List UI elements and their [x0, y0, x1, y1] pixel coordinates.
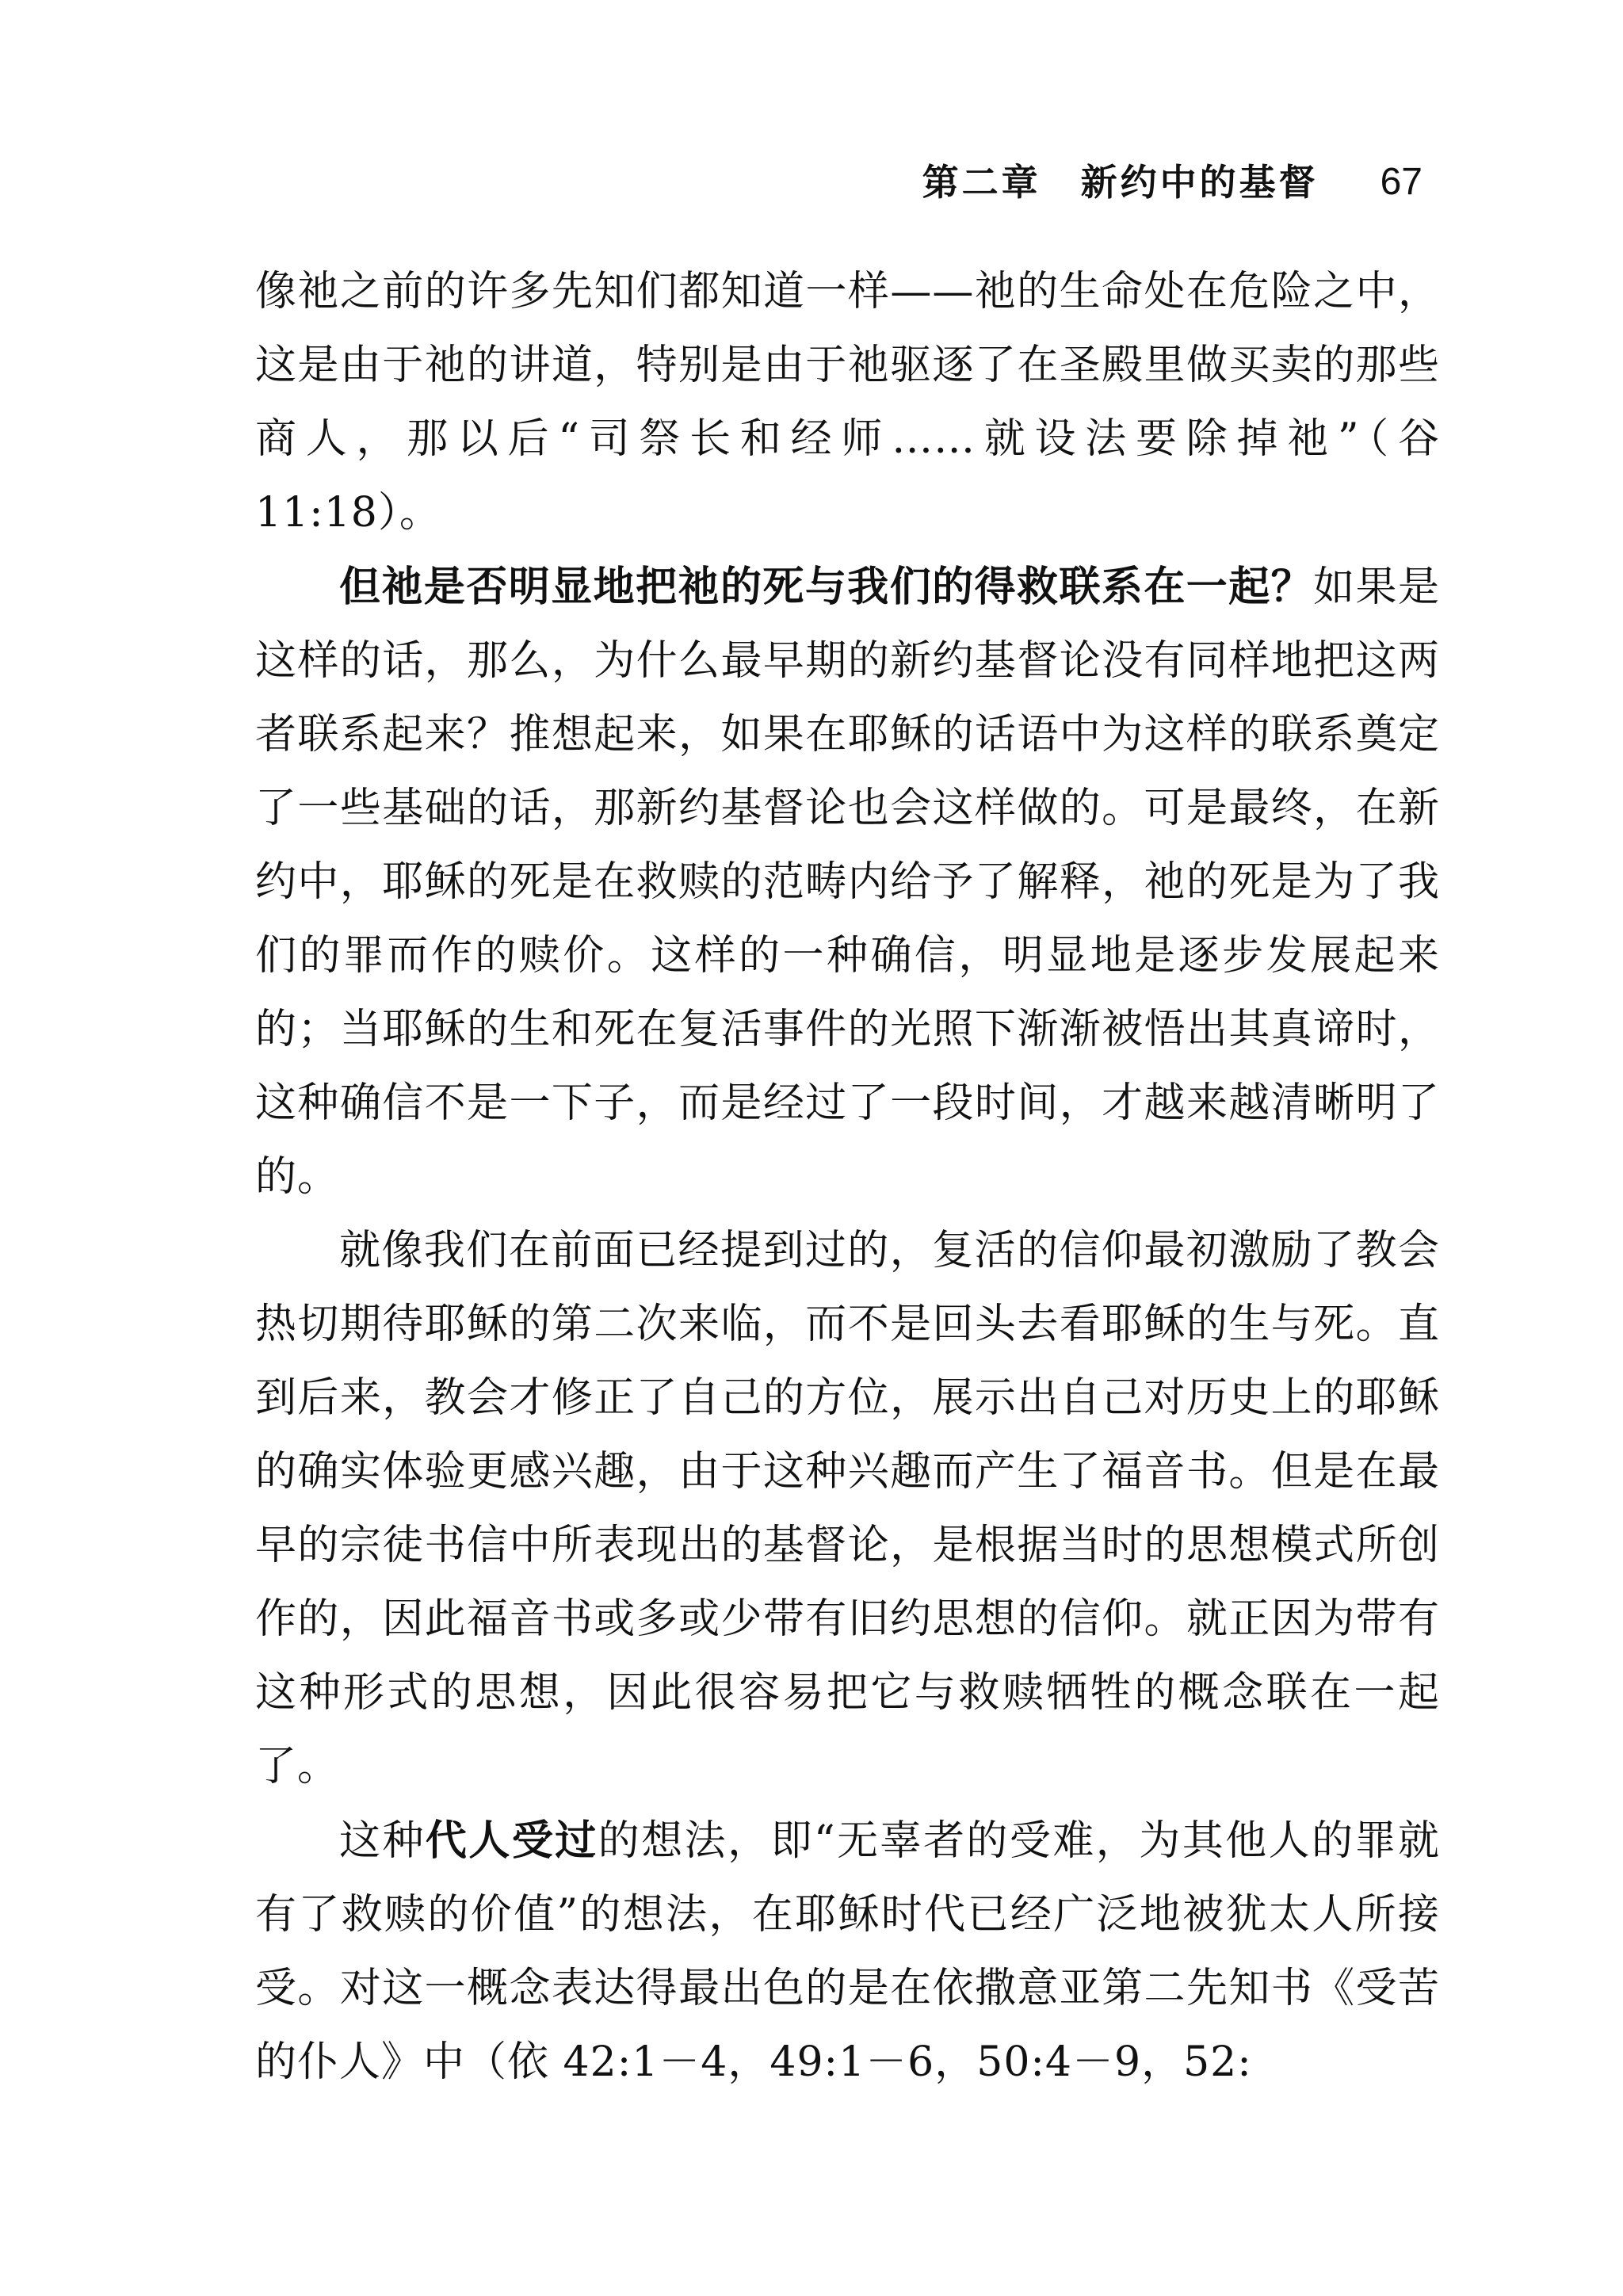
chapter-title: 第二章 新约中的基督 — [922, 161, 1319, 204]
bold-term: 代人受过 — [425, 1817, 598, 1865]
bold-question: 但祂是否明显地把祂的死与我们的得救联系在一起？ — [339, 563, 1314, 611]
paragraph-2 — [255, 550, 1440, 1214]
page-number: 67 — [1380, 161, 1423, 203]
paragraph-text: 像祂之前的许多先知们都知道一样——祂的生命处在危险之中，这是由于祂的讲道，特别是由于祂驱逐了在圣殿里做买卖的那些商人，那以后“司祭长和经师……就设法要除掉祂”（谷 11:18）。 — [255, 268, 1440, 537]
body-text — [255, 255, 1440, 2099]
paragraph-text: 如果是这样的话，那么，为什么最早期的新约基督论没有同样地把这两者联系起来？推想起来，如果在耶稣的话语中为这样的联系奠定了一些基础的话，那新约基督论也会这样做的。可是最终，在新约中，耶稣的死是在救赎的范畴内给予了解释，祂的死是为了我们的罪而作的赎价。这样的一种确信，明显地是逐步发展起来的；当耶稣的生和死在复活事件的光照下渐渐被悟出其真谛时，这种确信不是一下子，而是经过了一段时间，才越来越清晰明了的。 — [255, 563, 1440, 1201]
paragraph-3 — [255, 1214, 1440, 1804]
paragraph-text-start: 这种 — [339, 1817, 426, 1865]
paragraph-1 — [255, 255, 1440, 550]
running-head — [899, 155, 1423, 210]
paragraph-text: 就像我们在前面已经提到过的，复活的信仰最初激励了教会热切期待耶稣的第二次来临，而不是回头去看耶稣的生与死。直到后来，教会才修正了自己的方位，展示出自己对历史上的耶稣的确实体验更感兴趣，由于这种兴趣而产生了福音书。但是在最早的宗徒书信中所表现出的基督论，是根据当时的思想模式所创作的，因此福音书或多或少带有旧约思想的信仰。就正因为带有这种形式的思想，因此很容易把它与救赎牺牲的概念联在一起了。 — [255, 1227, 1440, 1790]
paragraph-text-end: 的想法，即“无辜者的受难，为其他人的罪就有了救赎的价值”的想法，在耶稣时代已经广泛地被犹太人所接受。对这一概念表达得最出色的是在依撒意亚第二先知书《受苦的仆人》中（依 42:1－4，49:1－6，50:4－9，52: — [255, 1817, 1440, 2086]
paragraph-4 — [255, 1804, 1440, 2099]
